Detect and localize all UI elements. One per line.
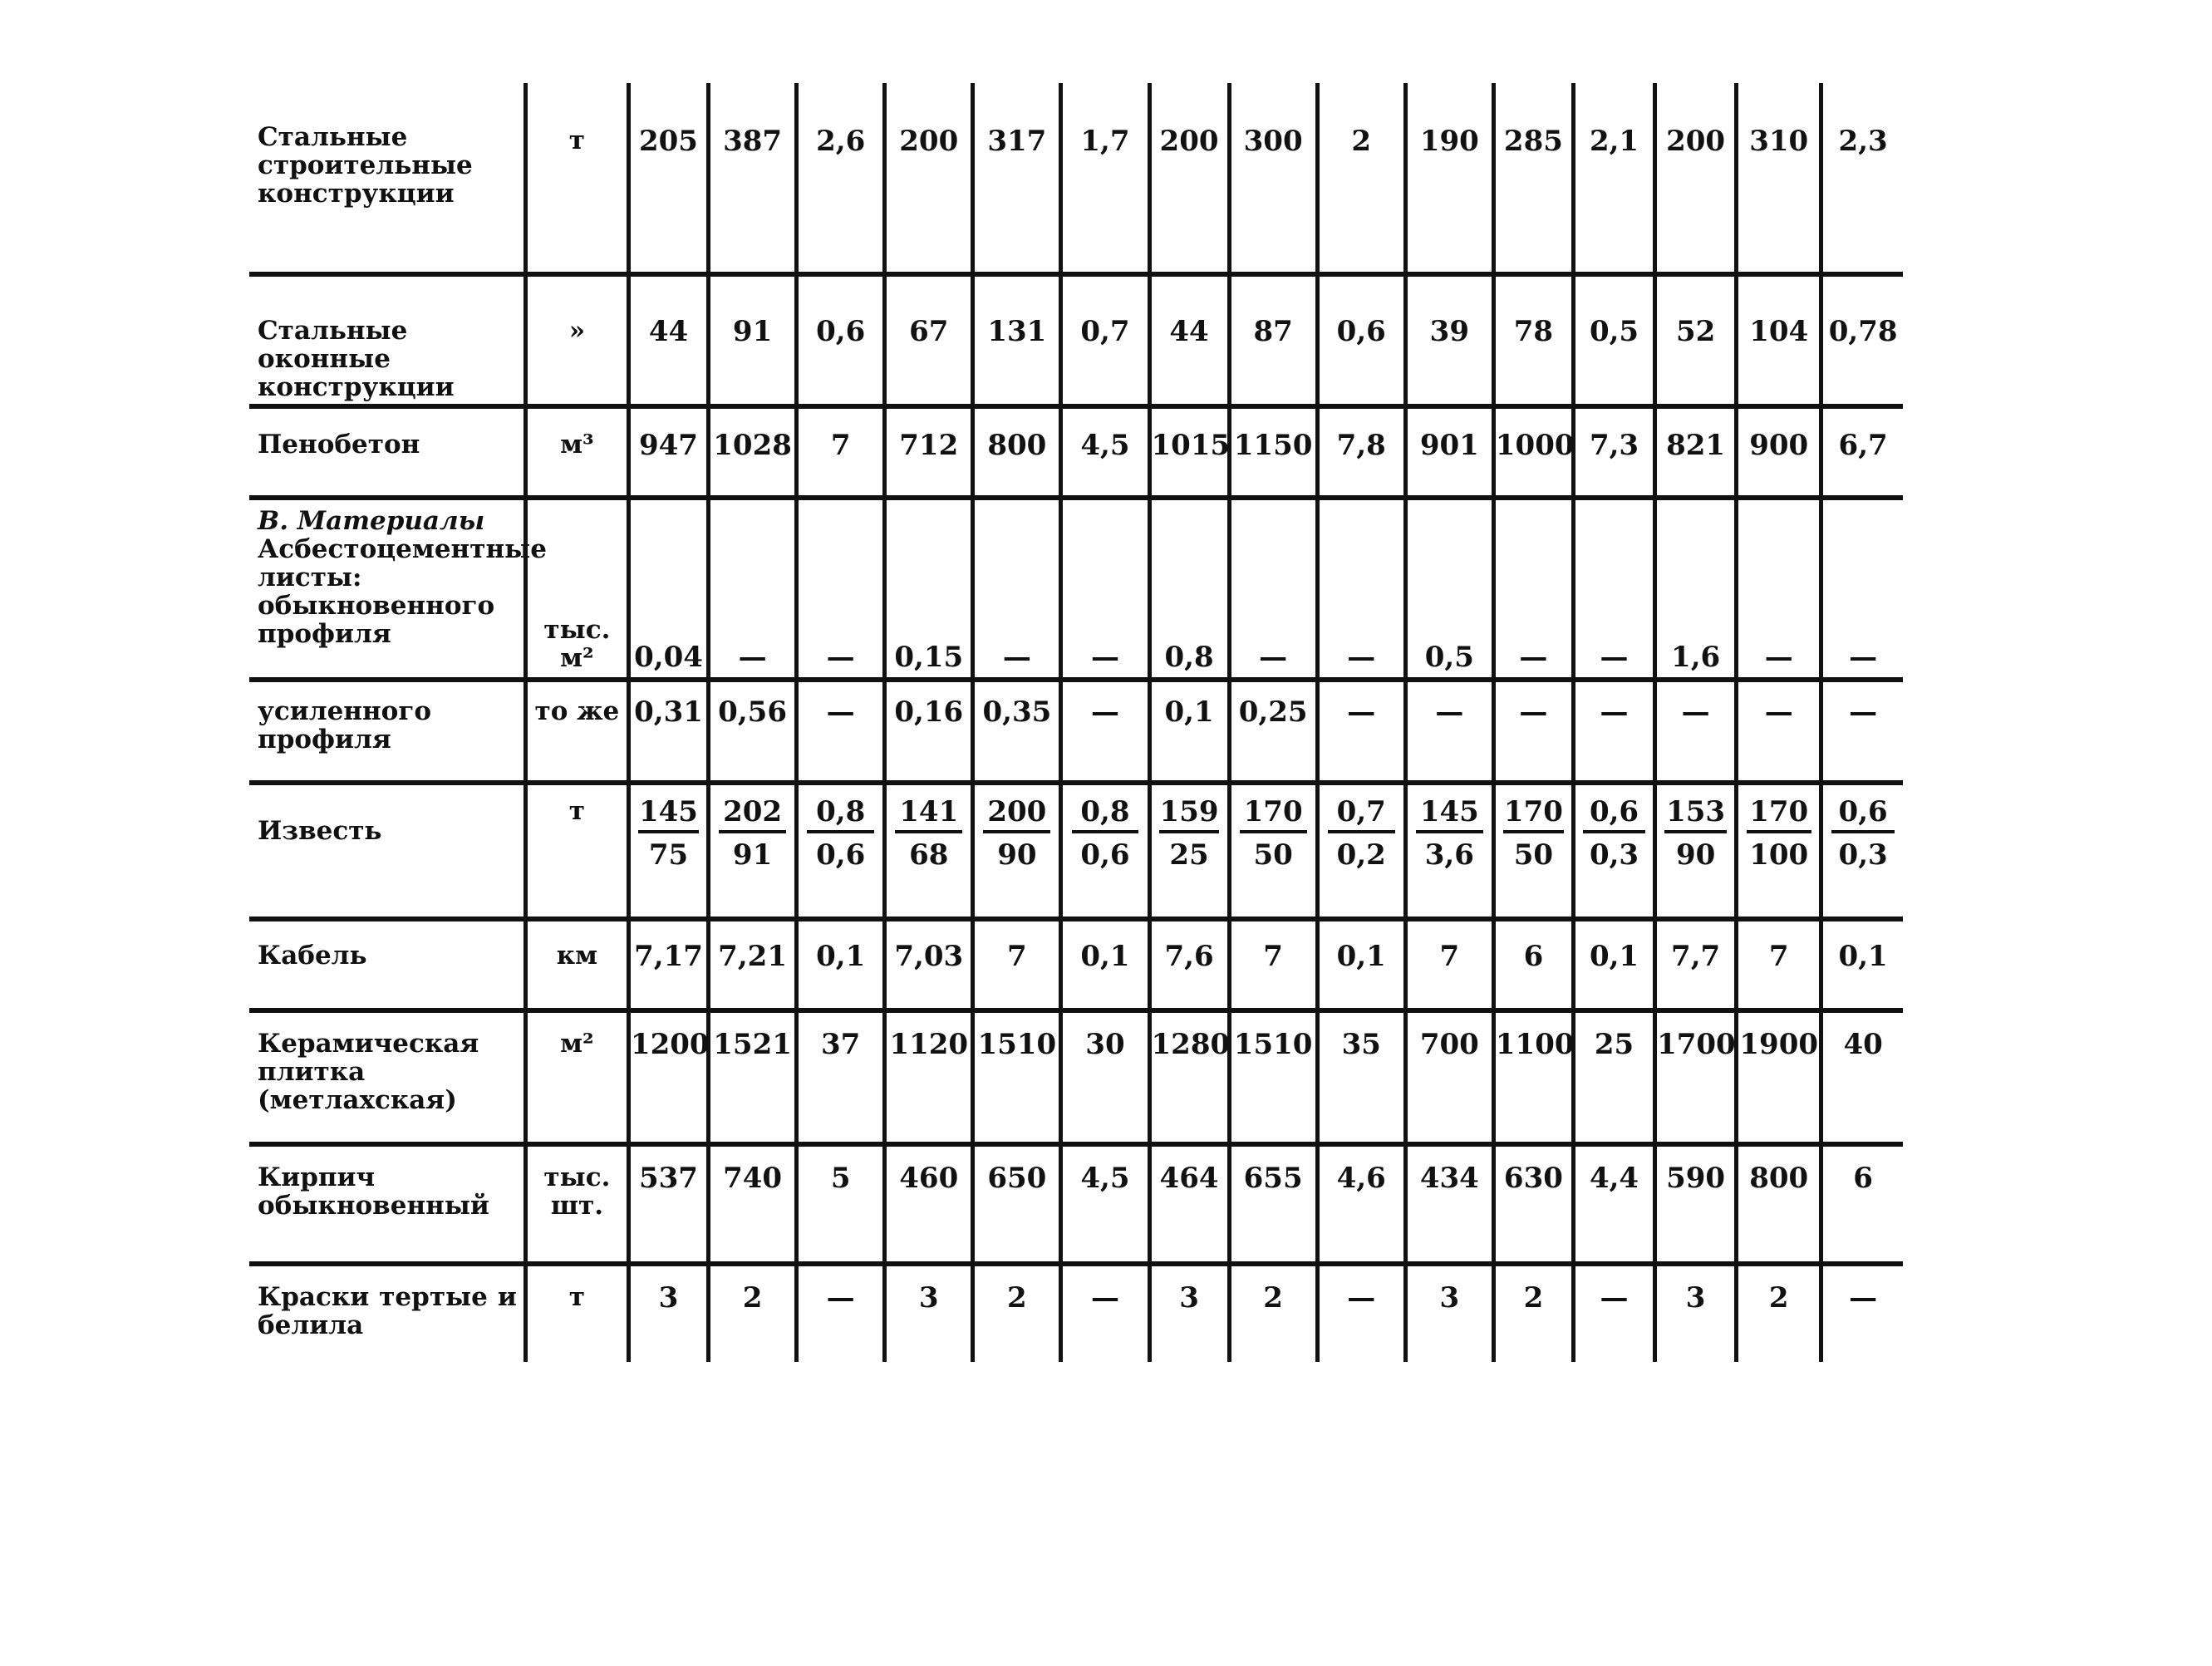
- table-cell: —: [1061, 680, 1149, 783]
- table-cell: 37: [797, 1010, 885, 1144]
- fraction-numerator: 170: [1503, 797, 1564, 833]
- fraction-denominator: 25: [1169, 838, 1209, 872]
- table-cell: 2: [973, 1264, 1061, 1362]
- table-cell: 1,7: [1061, 83, 1149, 274]
- table-cell: —: [1737, 498, 1821, 680]
- table-cell: 7,3: [1573, 406, 1654, 498]
- fraction-numerator: 0,6: [1831, 797, 1895, 833]
- fraction-value: [1583, 797, 1644, 870]
- table-row: [249, 1144, 1903, 1264]
- row-name: [249, 83, 525, 274]
- table-cell: —: [797, 1264, 885, 1362]
- table-cell: —: [1821, 680, 1903, 783]
- row-unit: т: [525, 83, 628, 274]
- fraction-numerator: 0,8: [807, 797, 874, 833]
- row-label: Керамическая плитка (метлахская): [258, 1029, 479, 1115]
- table-row: [249, 783, 1903, 919]
- row-name: [249, 1144, 525, 1264]
- fraction-numerator: 170: [1240, 797, 1307, 833]
- table-cell: —: [1821, 1264, 1903, 1362]
- table-cell: 2: [1229, 1264, 1317, 1362]
- table-cell: 1900: [1737, 1010, 1821, 1144]
- table-cell: 0,6: [1317, 274, 1405, 406]
- table-cell: 2: [709, 1264, 797, 1362]
- row-label: усиленного профиля: [258, 696, 432, 754]
- fraction-denominator: 100: [1749, 838, 1809, 872]
- table-cell: 78: [1493, 274, 1573, 406]
- table-cell: 6: [1821, 1144, 1903, 1264]
- table-cell: 205: [628, 83, 708, 274]
- row-unit: то же: [525, 680, 628, 783]
- row-unit: т: [525, 1264, 628, 1362]
- table-cell: 0,25: [1229, 680, 1317, 783]
- table-cell: 91: [709, 274, 797, 406]
- row-name: [249, 274, 525, 406]
- table-cell: 7,17: [628, 919, 708, 1010]
- row-name: [249, 783, 525, 919]
- table-cell: 1200: [628, 1010, 708, 1144]
- table-cell: [1821, 783, 1903, 919]
- table-cell: —: [973, 498, 1061, 680]
- row-unit: км: [525, 919, 628, 1010]
- fraction-value: [983, 797, 1050, 870]
- fraction-value: [1159, 797, 1220, 870]
- row-unit: тыс. шт.: [525, 1144, 628, 1264]
- table-cell: —: [1493, 680, 1573, 783]
- table-cell: 1000: [1493, 406, 1573, 498]
- table-cell: —: [1317, 680, 1405, 783]
- table-cell: 7,8: [1317, 406, 1405, 498]
- table-cell: 3: [1149, 1264, 1229, 1362]
- table-cell: 740: [709, 1144, 797, 1264]
- fraction-value: [807, 797, 874, 870]
- table-cell: 131: [973, 274, 1061, 406]
- table-cell: 30: [1061, 1010, 1149, 1144]
- table-cell: 25: [1573, 1010, 1654, 1144]
- fraction-value: [895, 797, 962, 870]
- table-cell: —: [1061, 498, 1149, 680]
- table-cell: 1028: [709, 406, 797, 498]
- fraction-value: [1072, 797, 1139, 870]
- table-cell: [1061, 783, 1149, 919]
- row-unit: тыс. м²: [525, 498, 628, 680]
- table-cell: 1100: [1493, 1010, 1573, 1144]
- table-cell: 2: [1317, 83, 1405, 274]
- table-cell: 1,6: [1655, 498, 1737, 680]
- row-unit: »: [525, 274, 628, 406]
- table-cell: —: [797, 498, 885, 680]
- table-cell: 464: [1149, 1144, 1229, 1264]
- table-cell: 4,6: [1317, 1144, 1405, 1264]
- table-cell: 39: [1405, 274, 1493, 406]
- table-row: [249, 83, 1903, 274]
- table-cell: 200: [885, 83, 973, 274]
- table-cell: 0,15: [885, 498, 973, 680]
- fraction-value: [719, 797, 786, 870]
- fraction-value: [1831, 797, 1895, 870]
- table-row: [249, 1264, 1903, 1362]
- fraction-value: [1328, 797, 1395, 870]
- table-cell: 310: [1737, 83, 1821, 274]
- table-cell: 2,3: [1821, 83, 1903, 274]
- table-cell: 0,1: [1061, 919, 1149, 1010]
- table-cell: 821: [1655, 406, 1737, 498]
- fraction-numerator: 0,7: [1328, 797, 1395, 833]
- table-body: [249, 83, 1903, 1362]
- table-cell: 3: [885, 1264, 973, 1362]
- fraction-numerator: 202: [719, 797, 786, 833]
- table-cell: 300: [1229, 83, 1317, 274]
- fraction-denominator: 3,6: [1424, 838, 1474, 872]
- table-cell: 7,6: [1149, 919, 1229, 1010]
- fraction-numerator: 0,6: [1583, 797, 1644, 833]
- table-cell: 630: [1493, 1144, 1573, 1264]
- table-cell: 2: [1737, 1264, 1821, 1362]
- table-cell: 0,16: [885, 680, 973, 783]
- fraction-value: [1416, 797, 1483, 870]
- table-cell: 1120: [885, 1010, 973, 1144]
- table-cell: 1700: [1655, 1010, 1737, 1144]
- table-cell: 6: [1493, 919, 1573, 1010]
- table-cell: 4,5: [1061, 1144, 1149, 1264]
- row-name: [249, 1010, 525, 1144]
- table-cell: 3: [1655, 1264, 1737, 1362]
- table-cell: 0,31: [628, 680, 708, 783]
- fraction-denominator: 0,2: [1336, 838, 1386, 872]
- row-unit: т: [525, 783, 628, 919]
- table-cell: 1510: [1229, 1010, 1317, 1144]
- table-cell: [1655, 783, 1737, 919]
- table-cell: —: [797, 680, 885, 783]
- table-cell: —: [1573, 680, 1654, 783]
- table-row: [249, 274, 1903, 406]
- row-name: [249, 919, 525, 1010]
- table-cell: 7: [973, 919, 1061, 1010]
- table-cell: [1405, 783, 1493, 919]
- table-cell: —: [709, 498, 797, 680]
- table-cell: 7: [1229, 919, 1317, 1010]
- table-cell: 44: [1149, 274, 1229, 406]
- table-cell: 40: [1821, 1010, 1903, 1144]
- row-label: Асбестоцементные листы: обыкновенного профиля: [258, 534, 547, 649]
- table-row: [249, 406, 1903, 498]
- table-cell: [1573, 783, 1654, 919]
- table-cell: —: [1493, 498, 1573, 680]
- table-cell: [628, 783, 708, 919]
- table-row: [249, 1010, 1903, 1144]
- fraction-denominator: 91: [732, 838, 773, 872]
- table-cell: 7: [1737, 919, 1821, 1010]
- fraction-numerator: 145: [1416, 797, 1483, 833]
- table-row: [249, 919, 1903, 1010]
- table-cell: —: [1573, 1264, 1654, 1362]
- fraction-numerator: 141: [895, 797, 962, 833]
- fraction-denominator: 0,6: [816, 838, 866, 872]
- fraction-denominator: 75: [648, 838, 689, 872]
- row-label: Стальные оконные конструкции: [258, 316, 455, 402]
- fraction-numerator: 159: [1159, 797, 1220, 833]
- table-cell: 901: [1405, 406, 1493, 498]
- table-cell: 0,1: [1149, 680, 1229, 783]
- table-cell: 0,1: [1573, 919, 1654, 1010]
- table-cell: 0,56: [709, 680, 797, 783]
- table-cell: 900: [1737, 406, 1821, 498]
- section-title: В. Материалы: [258, 506, 485, 536]
- table-cell: [885, 783, 973, 919]
- row-label: Краски тертые и белила: [258, 1282, 517, 1340]
- table-cell: 460: [885, 1144, 973, 1264]
- table-cell: —: [1061, 1264, 1149, 1362]
- table-cell: 0,1: [1821, 919, 1903, 1010]
- table-cell: —: [1821, 498, 1903, 680]
- table-cell: 1280: [1149, 1010, 1229, 1144]
- table-cell: 1015: [1149, 406, 1229, 498]
- table-cell: [973, 783, 1061, 919]
- table-cell: 387: [709, 83, 797, 274]
- table-cell: [1149, 783, 1229, 919]
- table-cell: 35: [1317, 1010, 1405, 1144]
- fraction-denominator: 0,3: [1838, 838, 1888, 872]
- table-cell: —: [1737, 680, 1821, 783]
- table-cell: 87: [1229, 274, 1317, 406]
- table-cell: 5: [797, 1144, 885, 1264]
- table-cell: 434: [1405, 1144, 1493, 1264]
- fraction-denominator: 50: [1513, 838, 1554, 872]
- table-cell: 947: [628, 406, 708, 498]
- table-cell: 3: [1405, 1264, 1493, 1362]
- table-cell: 6,7: [1821, 406, 1903, 498]
- table-cell: 537: [628, 1144, 708, 1264]
- fraction-denominator: 68: [909, 838, 949, 872]
- table-cell: 7,7: [1655, 919, 1737, 1010]
- fraction-numerator: 170: [1747, 797, 1811, 833]
- table-cell: —: [1655, 680, 1737, 783]
- table-cell: 0,5: [1573, 274, 1654, 406]
- table-cell: 317: [973, 83, 1061, 274]
- table-cell: —: [1573, 498, 1654, 680]
- fraction-denominator: 50: [1253, 838, 1293, 872]
- table-cell: 0,78: [1821, 274, 1903, 406]
- fraction-numerator: 145: [638, 797, 699, 833]
- table-cell: 0,35: [973, 680, 1061, 783]
- table-cell: [1737, 783, 1821, 919]
- table-cell: 655: [1229, 1144, 1317, 1264]
- table-cell: 7: [797, 406, 885, 498]
- table-cell: 0,1: [1317, 919, 1405, 1010]
- table-cell: [797, 783, 885, 919]
- table-cell: 4,5: [1061, 406, 1149, 498]
- row-name: [249, 680, 525, 783]
- row-unit: м²: [525, 1010, 628, 1144]
- table-cell: 800: [973, 406, 1061, 498]
- row-label: Стальные строительные конструкции: [258, 122, 473, 209]
- table-cell: —: [1317, 498, 1405, 680]
- fraction-value: [638, 797, 699, 870]
- table-cell: —: [1317, 1264, 1405, 1362]
- row-label: Пенобетон: [258, 430, 420, 460]
- table-cell: 44: [628, 274, 708, 406]
- table-cell: [1493, 783, 1573, 919]
- row-name: [249, 406, 525, 498]
- table-cell: 0,1: [797, 919, 885, 1010]
- row-unit: м³: [525, 406, 628, 498]
- table-cell: 7: [1405, 919, 1493, 1010]
- table-cell: 1150: [1229, 406, 1317, 498]
- table-cell: [709, 783, 797, 919]
- fraction-denominator: 0,6: [1080, 838, 1130, 872]
- table-cell: 1521: [709, 1010, 797, 1144]
- table-cell: 0,8: [1149, 498, 1229, 680]
- table-row: [249, 680, 1903, 783]
- fraction-denominator: 0,3: [1589, 838, 1639, 872]
- table-cell: 104: [1737, 274, 1821, 406]
- table-cell: 590: [1655, 1144, 1737, 1264]
- table-cell: 7,03: [885, 919, 973, 1010]
- fraction-numerator: 200: [983, 797, 1050, 833]
- fraction-numerator: 153: [1664, 797, 1726, 833]
- table-cell: 1510: [973, 1010, 1061, 1144]
- table-cell: 0,7: [1061, 274, 1149, 406]
- table-cell: 7,21: [709, 919, 797, 1010]
- row-label: Кабель: [258, 941, 367, 971]
- fraction-value: [1503, 797, 1564, 870]
- table-cell: 67: [885, 274, 973, 406]
- table-cell: 712: [885, 406, 973, 498]
- table-cell: 2: [1493, 1264, 1573, 1362]
- table-cell: [1317, 783, 1405, 919]
- fraction-value: [1240, 797, 1307, 870]
- table-cell: 200: [1655, 83, 1737, 274]
- table-cell: 4,4: [1573, 1144, 1654, 1264]
- row-label: Известь: [258, 816, 382, 846]
- fraction-denominator: 90: [1675, 838, 1716, 872]
- table-row: [249, 498, 1903, 680]
- table-cell: 190: [1405, 83, 1493, 274]
- fraction-value: [1664, 797, 1726, 870]
- table-cell: 200: [1149, 83, 1229, 274]
- fraction-denominator: 90: [997, 838, 1037, 872]
- materials-table: [249, 83, 1903, 1362]
- row-label: Кирпич обыкновенный: [258, 1162, 489, 1221]
- table-cell: 2,1: [1573, 83, 1654, 274]
- table-cell: 2,6: [797, 83, 885, 274]
- table-cell: 700: [1405, 1010, 1493, 1144]
- fraction-numerator: 0,8: [1072, 797, 1139, 833]
- row-name: [249, 498, 547, 680]
- row-name: [249, 1264, 525, 1362]
- table-cell: —: [1229, 498, 1317, 680]
- table-cell: 285: [1493, 83, 1573, 274]
- table-cell: 0,6: [797, 274, 885, 406]
- table-cell: 3: [628, 1264, 708, 1362]
- table-cell: 800: [1737, 1144, 1821, 1264]
- table-cell: 0,5: [1405, 498, 1493, 680]
- table-cell: 650: [973, 1144, 1061, 1264]
- table-cell: [1229, 783, 1317, 919]
- table-cell: 52: [1655, 274, 1737, 406]
- fraction-value: [1747, 797, 1811, 870]
- table-cell: 0,04: [628, 498, 708, 680]
- table-cell: —: [1405, 680, 1493, 783]
